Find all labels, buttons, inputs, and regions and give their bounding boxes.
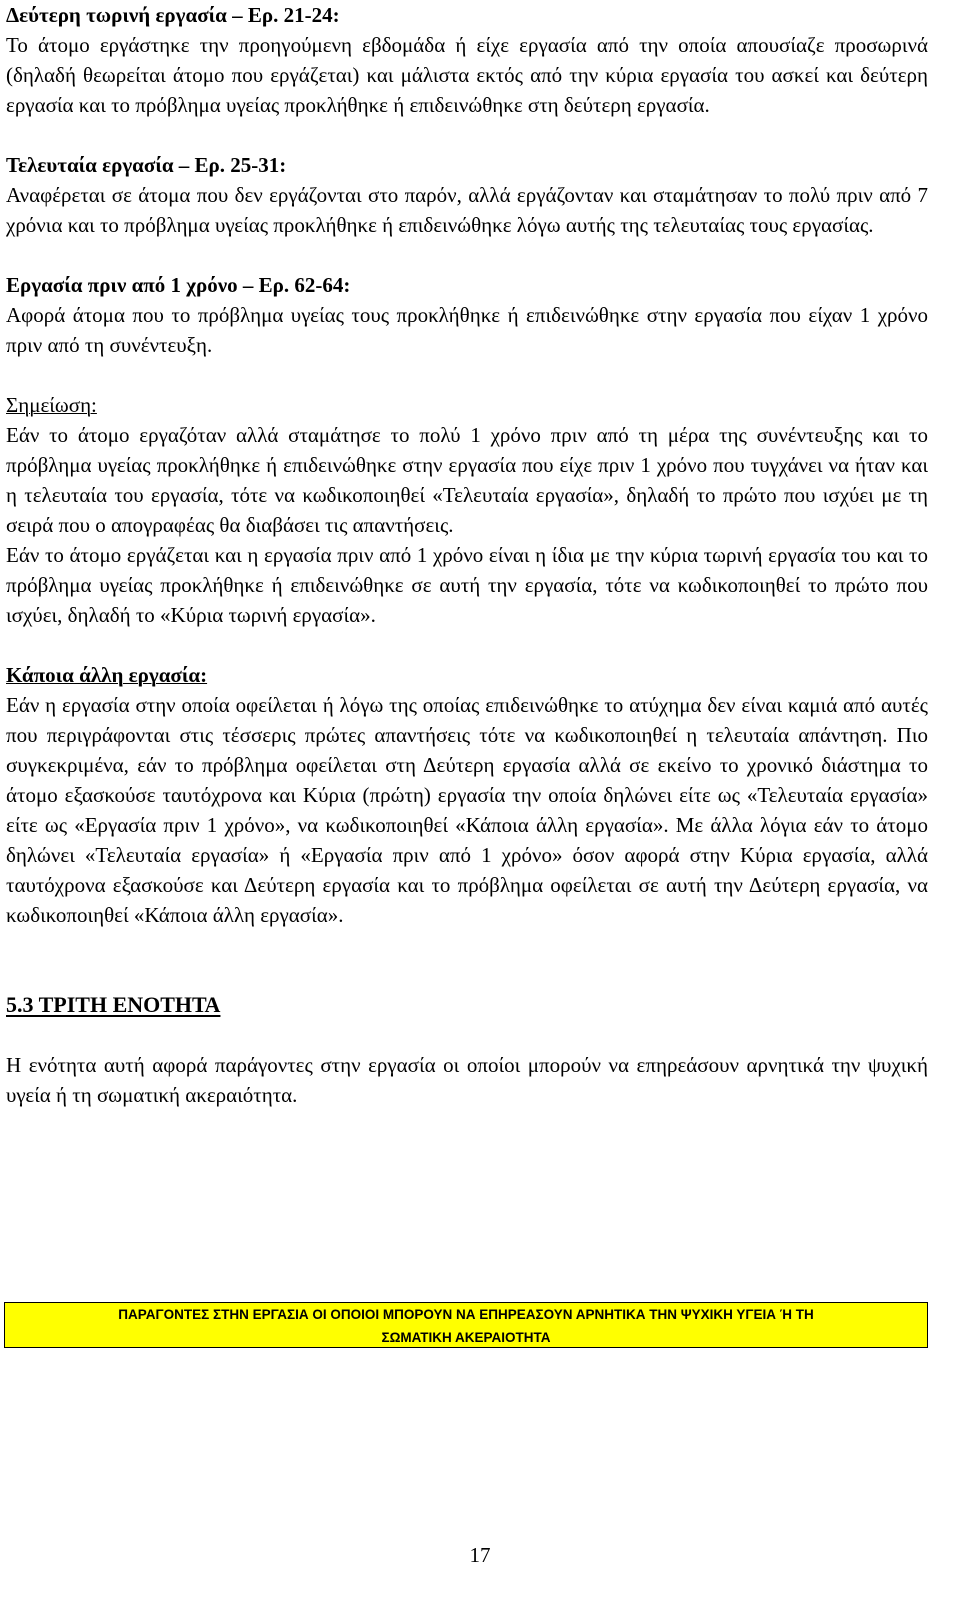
highlight-banner bbox=[4, 1302, 928, 1348]
banner-line-2: ΣΩΜΑΤΙΚΗ ΑΚΕΡΑΙΟΤΗΤΑ bbox=[381, 1330, 551, 1345]
paragraph-other-job: Εάν η εργασία στην οποία οφείλεται ή λόγω της οποίας επιδεινώθηκε το ατύχημα δεν είναι καμιά από αυτές που περιγράφονται στις τέσσερις πρώτες απαντήσεις τότε να κωδικοποιηθεί η τελευταία απάντηση. Πιο συγκεκριμένα, εάν το πρόβλημα οφείλεται στη Δεύτερη εργασία αλλά σε εκείνο το χρονικό διάστημα το άτομο εξασκούσε ταυτόχρονα και Κύρια (πρώτη) εργασία την οποία δηλώνει είτε ως «Τελευταία εργασία» είτε ως «Εργασία πριν 1 χρόνο», να κωδικοποιηθεί «Κάποια άλλη εργασία». Με άλλα λόγια εάν το άτομο δηλώνει «Τελευταία εργασία» ή «Εργασία πριν από 1 χρόνο» όσον αφορά στην Κύρια εργασία, αλλά ταυτόχρονα εξασκούσε και Δεύτερη εργασία και το πρόβλημα οφείλεται σε αυτή την Δεύτερη εργασία, να κωδικοποιηθεί «Κάποια άλλη εργασία». bbox=[6, 693, 928, 927]
section-title-third: 5.3 ΤΡΙΤΗ ΕΝΟΤΗΤΑ bbox=[6, 992, 221, 1017]
paragraph-secondary-job: Το άτομο εργάστηκε την προηγούμενη εβδομάδα ή είχε εργασία από την οποία απουσίαζε προσωρινά (δηλαδή θεωρείται άτομο που εργάζεται) και μάλιστα εκτός από την κύρια εργασία του ασκεί και δεύτερη εργασία και το πρόβλημα υγείας προκλήθηκε ή επιδεινώθηκε στη δεύτερη εργασία. bbox=[6, 33, 928, 117]
paragraph-note-2: Εάν το άτομο εργάζεται και η εργασία πριν από 1 χρόνο είναι η ίδια με την κύρια τωρινή εργασία του και το πρόβλημα υγείας προκλήθηκε ή επιδεινώθηκε σε αυτή την εργασία, τότε να κωδικοποιηθεί το πρώτο που ισχύει, δηλαδή το «Κύρια τωρινή εργασία». bbox=[6, 543, 928, 627]
paragraph-last-job: Αναφέρεται σε άτομα που δεν εργάζονται στο παρόν, αλλά εργάζονταν και σταμάτησαν το πολύ πριν από 7 χρόνια και το πρόβλημα υγείας προκλήθηκε ή επιδεινώθηκε λόγω αυτής της τελευταίας τους εργασίας. bbox=[6, 183, 928, 237]
heading-last-job: Τελευταία εργασία – Ερ. 25-31: bbox=[6, 153, 287, 177]
spacer bbox=[6, 960, 928, 990]
spacer bbox=[6, 240, 928, 270]
document-page bbox=[6, 0, 928, 1110]
spacer bbox=[6, 120, 928, 150]
paragraph-third-section: Η ενότητα αυτή αφορά παράγοντες στην εργασία οι οποίοι μπορούν να επηρεάσουν αρνητικά την ψυχική υγεία ή τη σωματική ακεραιότητα. bbox=[6, 1053, 928, 1107]
paragraph-note-1: Εάν το άτομο εργαζόταν αλλά σταμάτησε το πολύ 1 χρόνο πριν από τη μέρα της συνέντευξης και το πρόβλημα υγείας προκλήθηκε ή επιδεινώθηκε στην εργασία που είχε πριν 1 χρόνο που τυγχάνει να ήταν και η τελευταία του εργασία, τότε να κωδικοποιηθεί «Τελευταία εργασία», δηλαδή το πρώτο που ισχύει με τη σειρά που ο απογραφέας θα διαβάσει τις απαντήσεις. bbox=[6, 423, 928, 537]
heading-secondary-job: Δεύτερη τωρινή εργασία – Ερ. 21-24: bbox=[6, 3, 340, 27]
spacer bbox=[6, 1020, 928, 1050]
heading-other-job: Κάποια άλλη εργασία: bbox=[6, 663, 208, 687]
spacer bbox=[6, 360, 928, 390]
banner-line-1: ΠΑΡΑΓΟΝΤΕΣ ΣΤΗΝ ΕΡΓΑΣΙΑ ΟΙ ΟΠΟΙΟΙ ΜΠΟΡΟΥΝ ΝΑ ΕΠΗΡΕΑΣΟΥΝ ΑΡΝΗΤΙΚΑ ΤΗΝ ΨΥΧΙΚΗ ΥΓΕΙΑ Ή ΤΗ bbox=[118, 1307, 814, 1322]
paragraph-job-year-ago: Αφορά άτομα που το πρόβλημα υγείας τους προκλήθηκε ή επιδεινώθηκε στην εργασία που είχαν 1 χρόνο πριν από τη συνέντευξη. bbox=[6, 303, 928, 357]
spacer bbox=[6, 630, 928, 660]
heading-note: Σημείωση: bbox=[6, 393, 97, 417]
heading-job-year-ago: Εργασία πριν από 1 χρόνο – Ερ. 62-64: bbox=[6, 273, 351, 297]
page-number: 17 bbox=[469, 1543, 491, 1567]
spacer bbox=[6, 930, 928, 960]
